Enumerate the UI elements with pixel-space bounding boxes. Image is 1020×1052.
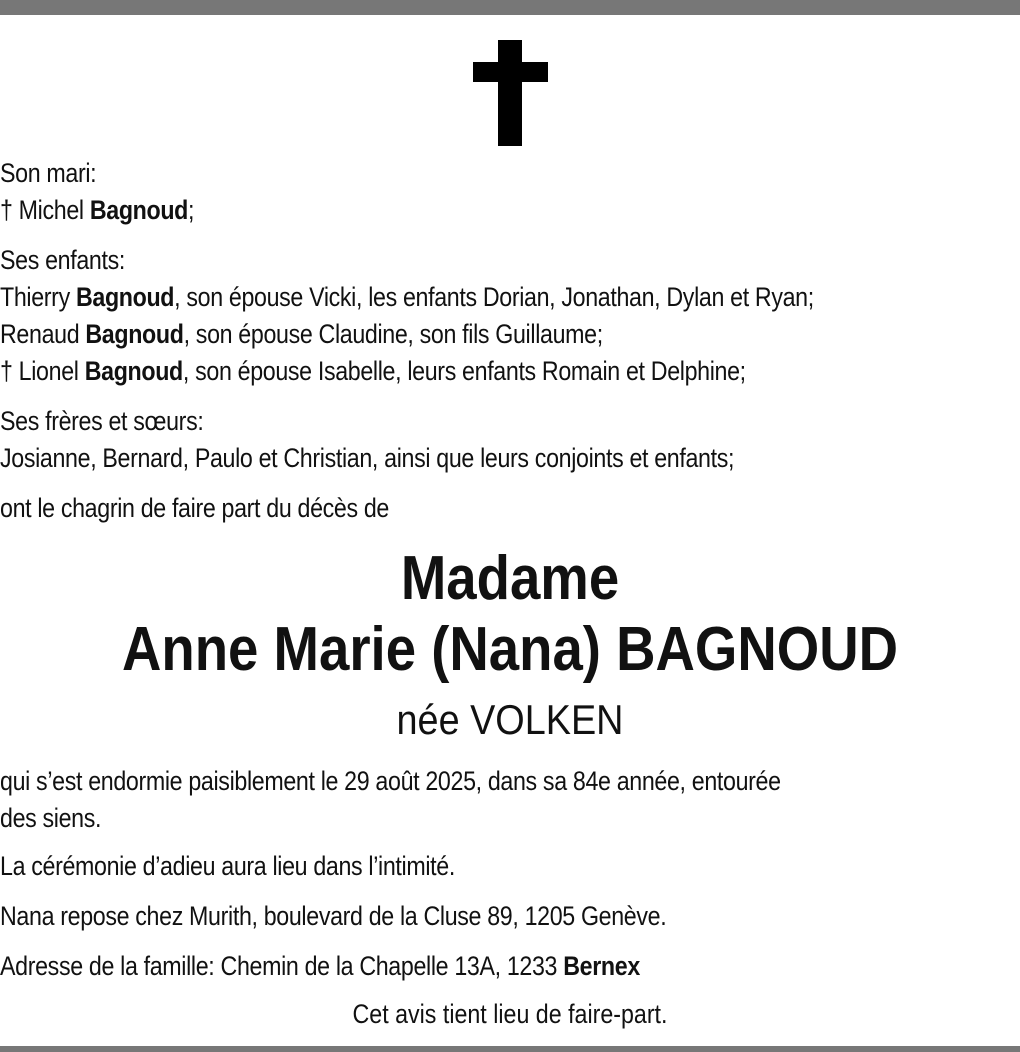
address-prefix: Adresse de la famille: Chemin de la Chapelle 13A, 1233 [0,951,564,981]
passing-line-1: qui s’est endormie paisiblement le 29 août 2025, dans sa 84e année, entourée [0,766,781,796]
siblings-heading: Ses frères et sœurs: [0,406,204,436]
last-name: Bagnoud [89,195,189,225]
child-last-name: Bagnoud [84,356,183,386]
top-rule [0,0,1020,15]
suffix: ; [188,195,195,225]
family-address [0,948,877,985]
child-last-name: Bagnoud [85,319,184,349]
children-heading: Ses enfants: [0,245,125,275]
child-rest: , son épouse Claudine, son fils Guillaume; [183,319,603,349]
child-prefix: Thierry [0,282,76,312]
repose-text: Nana repose chez Murith, boulevard de la Cluse 89, 1205 Genève. [0,901,667,931]
husband-entry [0,192,877,229]
husband-heading: Son mari: [0,158,97,188]
cross-icon [473,40,548,146]
child-rest: , son épouse Isabelle, leurs enfants Romain et Delphine; [182,356,746,386]
deceased-name: Anne Marie (Nana) BAGNOUD [121,615,899,684]
child-entry [0,353,877,390]
address-city: Bernex [563,951,640,981]
child-entry [0,316,877,353]
child-entry [0,279,877,316]
passing-line-2: des siens. [0,803,102,833]
deceased-title: Madame [400,544,620,613]
ceremony-text: La cérémonie d’adieu aura lieu dans l’intimité. [0,851,455,881]
bottom-rule [0,1046,1020,1052]
child-prefix: Renaud [0,319,86,349]
first-name: Michel [18,195,90,225]
siblings-names: Josianne, Bernard, Paulo et Christian, ainsi que leurs conjoints et enfants; [0,443,735,473]
child-prefix: † Lionel [0,356,85,386]
child-rest: , son épouse Vicki, les enfants Dorian, Jonathan, Dylan et Ryan; [174,282,814,312]
announcement: ont le chagrin de faire part du décès de [0,493,389,523]
footer-note: Cet avis tient lieu de faire-part. [352,999,668,1029]
birth-name: née VOLKEN [396,696,624,743]
child-last-name: Bagnoud [75,282,175,312]
dagger: † [0,195,19,225]
